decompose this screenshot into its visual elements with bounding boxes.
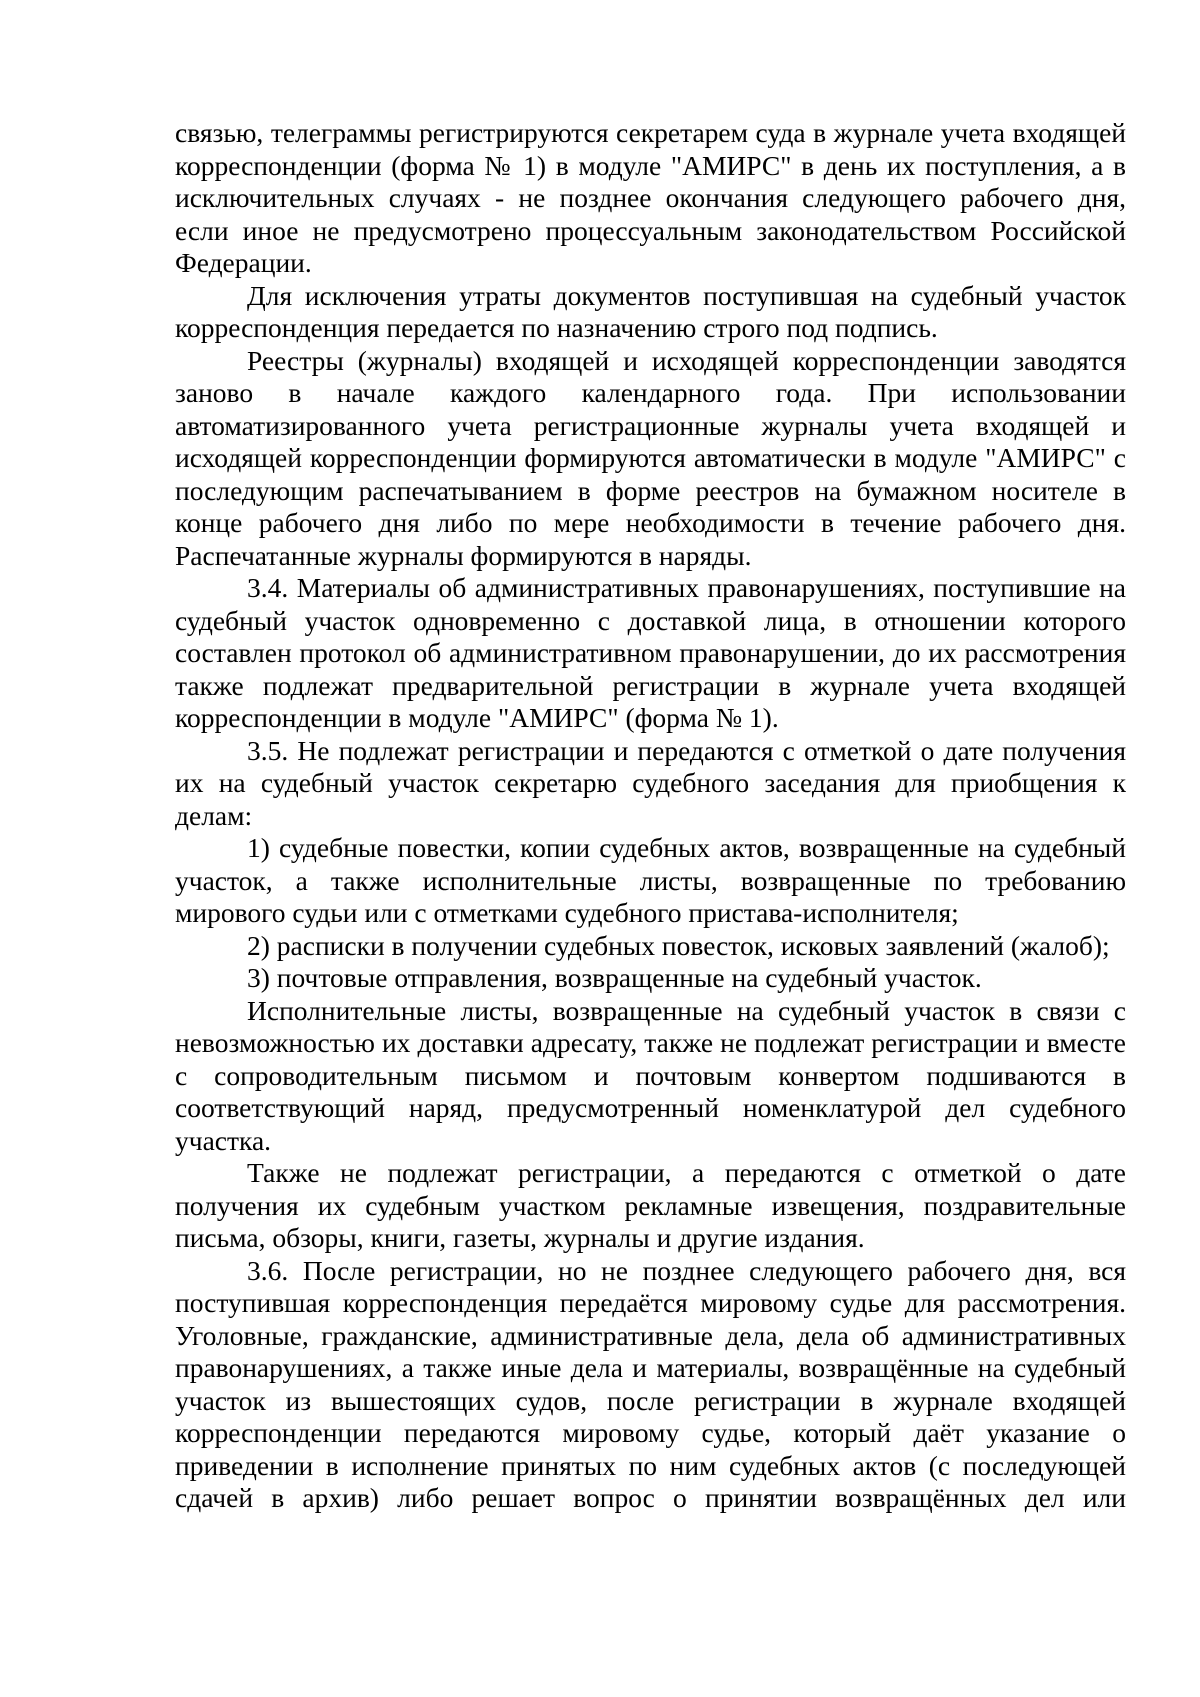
document-body <box>175 117 1126 1515</box>
paragraph-not-registered: Также не подлежат регистрации, а передаются с отметкой о дате получения их судебным участком рекламные извещения, поздравительные письма, обзоры, книги, газеты, журналы и другие издания. <box>175 1157 1126 1253</box>
paragraph-continuation: связью, телеграммы регистрируются секретарем суда в журнале учета входящей корреспонденции (форма № 1) в модуле "АМИРС" в день их поступления, а в исключительных случаях - не позднее окончания следующего рабочего дня, если иное не предусмотрено процессуальным законодательством Российской Федерации. <box>175 117 1126 278</box>
paragraph-writs: Исполнительные листы, возвращенные на судебный участок в связи с невозможностью их доставки адресату, также не подлежат регистрации и вместе с сопроводительным письмом и почтовым конвертом подшиваются в соответствующий наряд, предусмотренный номенклатурой дел судебного участка. <box>175 994 1126 1156</box>
paragraph-3-6: 3.6. После регистрации, но не позднее следующего рабочего дня, вся поступившая корреспонденция передаётся мировому судье для рассмотрения. Уголовные, гражданские, административные дела, дела об административных правонарушениях, а также иные дела и материалы, возвращённые на судебный участок из вышестоящих судов, после регистрации в журнале входящей корреспонденции передаются мировому судье, который даёт указание о приведении в исполнение принятых по ним судебных актов (с последующей сдачей в архив) либо решает вопрос о принятии возвращённых дел или <box>175 1254 1126 1513</box>
paragraph-loss-prevention: Для исключения утраты документов поступившая на судебный участок корреспонденция передается по назначению строго под подпись. <box>175 279 1126 343</box>
list-item-1: 1) судебные повестки, копии судебных актов, возвращенные на судебный участок, а также исполнительные листы, возвращенные по требованию мирового судьи или с отметками судебного пристава-исполнителя; <box>175 832 1126 928</box>
paragraph-registers: Реестры (журналы) входящей и исходящей корреспонденции заводятся заново в начале каждого календарного года. При использовании автоматизированного учета регистрационные журналы учета входящей и исходящей корреспонденции формируются автоматически в модуле "АМИРС" с последующим распечатыванием в форме реестров на бумажном носителе в конце рабочего дня либо по мере необходимости в течение рабочего дня. Распечатанные журналы формируются в наряды. <box>175 344 1126 571</box>
paragraph-3-5: 3.5. Не подлежат регистрации и передаются с отметкой о дате получения их на судебный участок секретарю судебного заседания для приобщения к делам: <box>175 734 1126 831</box>
list-item-3: 3) почтовые отправления, возвращенные на судебный участок. <box>247 962 982 993</box>
paragraph-3-4: 3.4. Материалы об административных правонарушениях, поступившие на судебный участок одновременно с доставкой лица, в отношении которого составлен протокол об административном правонарушении, до их рассмотрения также подлежат предварительной регистрации в журнале учета входящей корреспонденции в модуле "АМИРС" (форма № 1). <box>175 572 1126 733</box>
list-item-2: 2) расписки в получении судебных повесток, исковых заявлений (жалоб); <box>247 929 1110 961</box>
